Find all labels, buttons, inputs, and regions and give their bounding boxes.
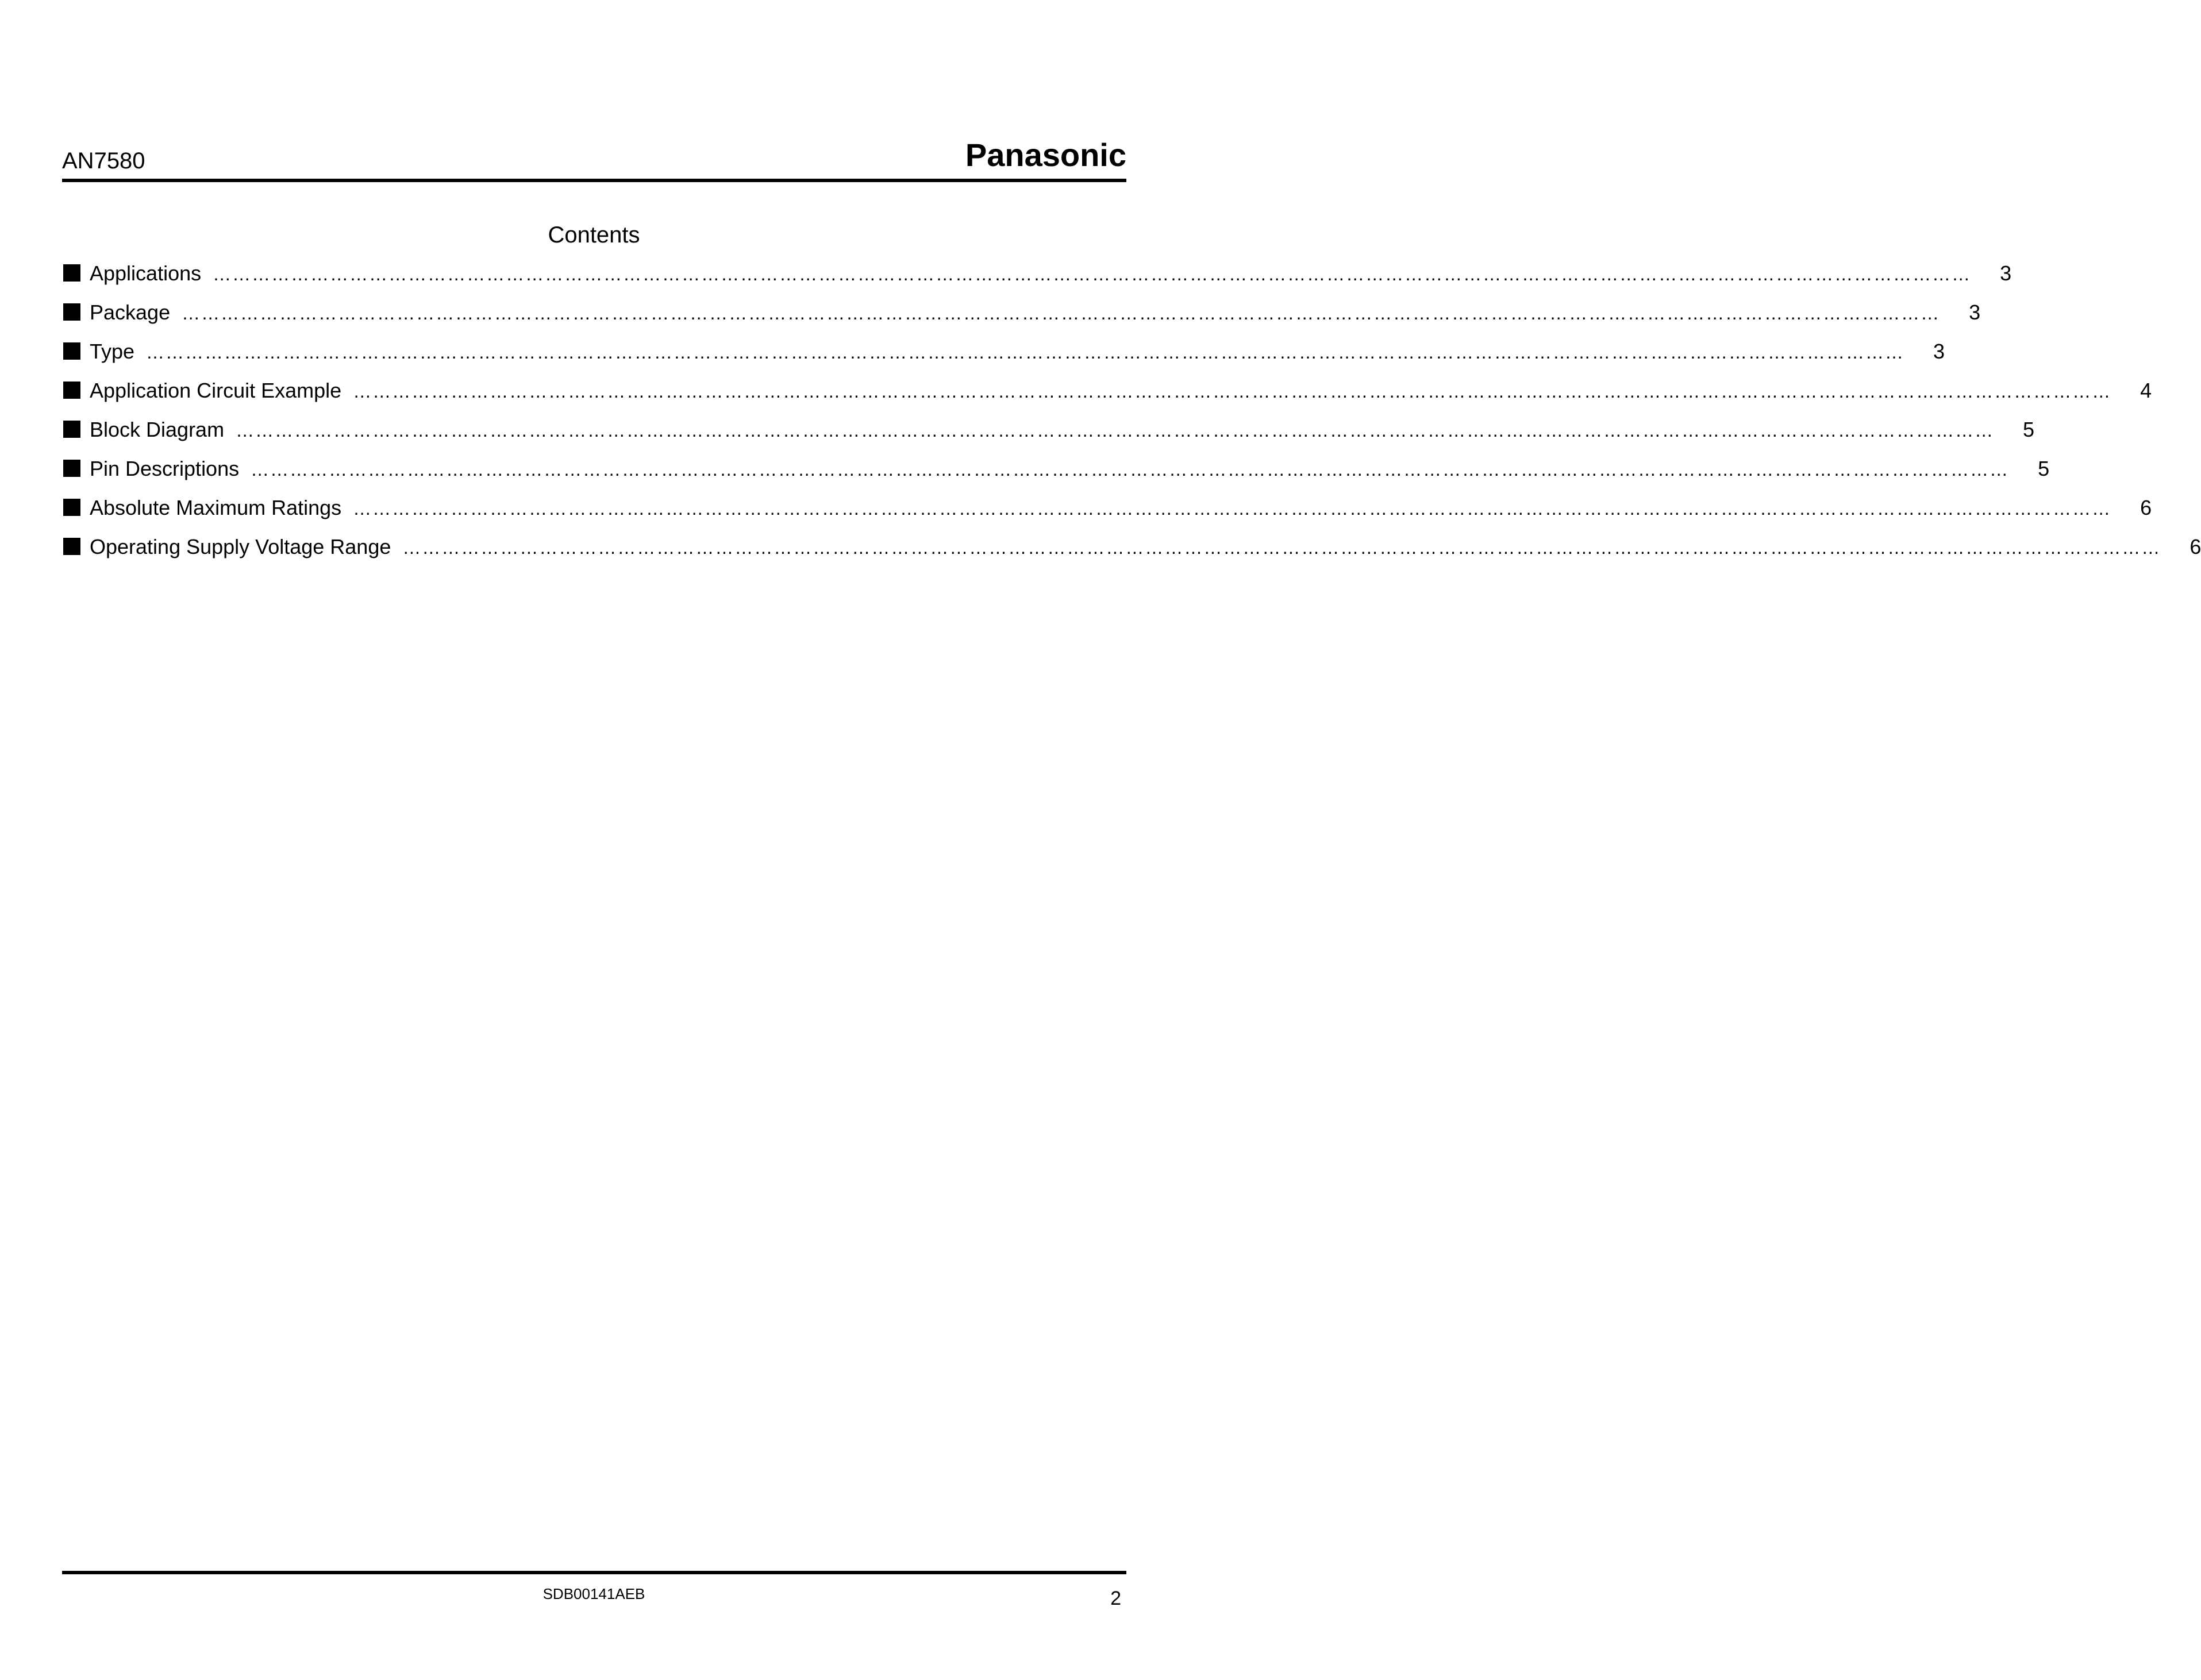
toc-item-block-diagram[interactable] bbox=[63, 416, 2035, 455]
toc-page: 5 bbox=[2023, 418, 2035, 441]
toc-page: 3 bbox=[1969, 300, 1981, 324]
toc-leader-dots: ……………………………………………………………………………………………………………………………………………………………………………………………………………………………………………… bbox=[213, 264, 1972, 284]
toc-leader-dots: ……………………………………………………………………………………………………………………………………………………………………………………………………………………………………………… bbox=[353, 381, 2112, 402]
document-code: SDB00141AEB bbox=[542, 1585, 645, 1602]
toc-leader-dots: ……………………………………………………………………………………………………………………………………………………………………………………………………………………………………………… bbox=[251, 459, 2010, 480]
header-rule bbox=[62, 179, 1126, 182]
square-bullet-icon bbox=[63, 460, 80, 477]
toc-label: Application Circuit Example bbox=[90, 379, 342, 402]
page-number: 2 bbox=[1110, 1587, 1121, 1609]
toc-label: Pin Descriptions bbox=[90, 457, 240, 480]
square-bullet-icon bbox=[63, 342, 80, 360]
toc-label: Applications bbox=[90, 261, 202, 285]
toc-item-applications[interactable] bbox=[63, 260, 2012, 299]
contents-heading: Contents bbox=[548, 222, 640, 248]
toc-label: Type bbox=[90, 340, 135, 363]
toc-item-package[interactable] bbox=[63, 299, 1981, 338]
toc-page: 3 bbox=[2000, 261, 2012, 285]
footer-rule bbox=[62, 1571, 1126, 1574]
toc-page: 5 bbox=[2038, 457, 2050, 480]
toc-leader-dots: ……………………………………………………………………………………………………………………………………………………………………………………………………………………………………………… bbox=[182, 303, 1941, 323]
toc-page: 3 bbox=[1933, 340, 1945, 363]
header-title: AN7580 bbox=[62, 148, 145, 174]
toc-label: Operating Supply Voltage Range bbox=[90, 535, 391, 558]
toc-item-application-circuit-example[interactable] bbox=[63, 377, 2152, 416]
toc-leader-dots: ……………………………………………………………………………………………………………………………………………………………………………………………………………………………………………… bbox=[353, 498, 2112, 519]
toc-item-type[interactable] bbox=[63, 338, 1945, 377]
square-bullet-icon bbox=[63, 303, 80, 321]
toc-item-operating-supply-voltage-range[interactable] bbox=[63, 533, 2201, 572]
toc-label: Block Diagram bbox=[90, 418, 225, 441]
square-bullet-icon bbox=[63, 264, 80, 282]
toc-page: 4 bbox=[2140, 379, 2152, 402]
toc-leader-dots: ……………………………………………………………………………………………………………………………………………………………………………………………………………………………………………… bbox=[236, 420, 1995, 441]
toc-item-absolute-maximum-ratings[interactable] bbox=[63, 494, 2152, 533]
toc-label: Absolute Maximum Ratings bbox=[90, 496, 342, 519]
square-bullet-icon bbox=[63, 421, 80, 438]
square-bullet-icon bbox=[63, 499, 80, 516]
toc-label: Package bbox=[90, 300, 171, 324]
square-bullet-icon bbox=[63, 382, 80, 399]
panasonic-logo: Panasonic bbox=[965, 137, 1126, 173]
toc-page: 6 bbox=[2190, 535, 2201, 558]
toc-page: 6 bbox=[2140, 496, 2152, 519]
square-bullet-icon bbox=[63, 538, 80, 555]
toc-leader-dots: ……………………………………………………………………………………………………………………………………………………………………………………………………………………………………………… bbox=[402, 537, 2161, 558]
toc-item-pin-descriptions[interactable] bbox=[63, 455, 2050, 494]
table-of-contents bbox=[63, 260, 2201, 572]
toc-leader-dots: ……………………………………………………………………………………………………………………………………………………………………………………………………………………………………………… bbox=[146, 342, 1905, 363]
